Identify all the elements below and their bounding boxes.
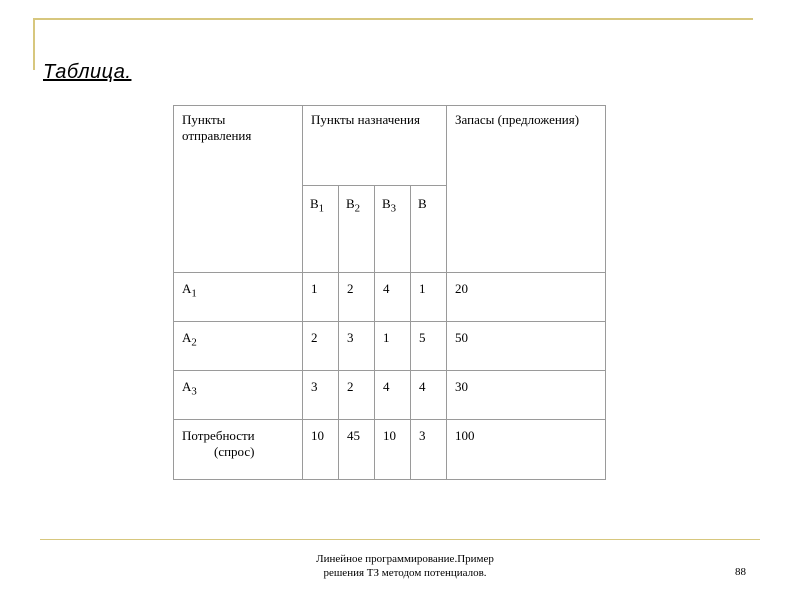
origin-a2: $A_2$ — [174, 322, 303, 371]
cost-cell: 1 — [303, 273, 339, 322]
dest-b1-header: $B_1$ — [303, 186, 339, 273]
demand-cell: 10 — [375, 420, 411, 480]
dest-b3-header: $B_3$ — [375, 186, 411, 273]
frame-left-line — [33, 18, 35, 70]
cost-cell: 3 — [303, 371, 339, 420]
page-number: 88 — [735, 566, 746, 578]
demand-total: 100 — [447, 420, 606, 480]
cost-cell: 1 — [375, 322, 411, 371]
footer-line — [40, 539, 760, 540]
supply-cell: 50 — [447, 322, 606, 371]
supply-cell: 30 — [447, 371, 606, 420]
footer-line-1: Линейное программирование.Пример — [316, 553, 494, 565]
footer-caption — [255, 552, 555, 580]
demand-cell: 45 — [339, 420, 375, 480]
demand-cell: 3 — [411, 420, 447, 480]
origin-a1: $A_1$ — [174, 273, 303, 322]
destinations-header: Пункты назначения — [303, 106, 447, 186]
cost-cell: 4 — [375, 371, 411, 420]
cost-cell: 4 — [375, 273, 411, 322]
origin-a3: $A_3$ — [174, 371, 303, 420]
cost-cell: 2 — [339, 273, 375, 322]
cost-cell: 5 — [411, 322, 447, 371]
cost-cell: 4 — [411, 371, 447, 420]
header-row — [174, 106, 606, 186]
footer-line-2: решения ТЗ методом потенциалов. — [323, 567, 487, 579]
table-row-a1 — [174, 273, 606, 322]
supply-cell: 20 — [447, 273, 606, 322]
table-row-a3 — [174, 371, 606, 420]
cost-cell: 2 — [339, 371, 375, 420]
demand-row — [174, 420, 606, 480]
cost-cell: 2 — [303, 322, 339, 371]
slide-title: Таблица. — [43, 61, 132, 83]
demand-label: Потребности (спрос) — [174, 420, 303, 480]
frame-top-line — [33, 18, 753, 20]
cost-cell: 1 — [411, 273, 447, 322]
origin-header: Пункты отправления — [174, 106, 303, 273]
supply-header: Запасы (предложения) — [447, 106, 606, 273]
cost-cell: 3 — [339, 322, 375, 371]
transport-table — [173, 105, 606, 480]
table-row-a2 — [174, 322, 606, 371]
dest-b4-header: B — [411, 186, 447, 273]
dest-b2-header: $B_2$ — [339, 186, 375, 273]
demand-cell: 10 — [303, 420, 339, 480]
